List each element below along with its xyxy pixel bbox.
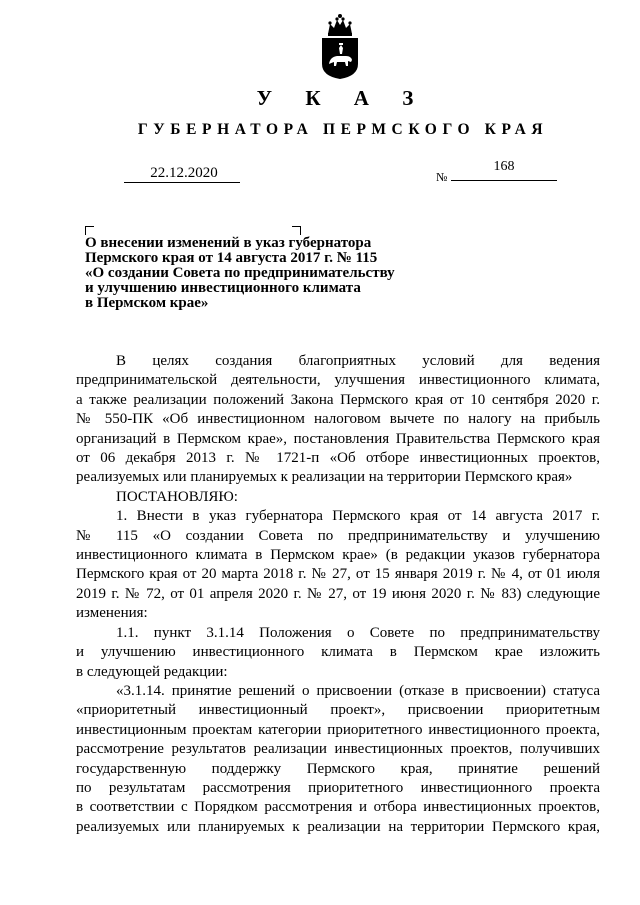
text-line: Пермского края от 20 марта 2018 г. № 27, от 15 января 2019 г. № 4, от 01 июля bbox=[76, 566, 600, 583]
item-1-paragraph bbox=[76, 507, 600, 623]
subject-line: Пермского края от 14 августа 2017 г. № 115 bbox=[85, 250, 378, 266]
text-line: рассмотрение результатов реализации инвестиционных проектов, получивших bbox=[76, 741, 600, 758]
preamble-paragraph bbox=[76, 352, 600, 488]
text-line: в соответствии с Порядком рассмотрения и отбора инвестиционных проектов, bbox=[76, 799, 600, 816]
text-line: от 06 декабря 2013 г. № 1721-п «Об отборе инвестиционных проектов, bbox=[76, 450, 600, 467]
text-line: «3.1.14. принятие решений о присвоении (отказе в присвоении) статуса bbox=[116, 682, 600, 699]
document-body bbox=[76, 352, 600, 837]
text-line: организаций в Пермском крае», постановления Правительства Пермского края bbox=[76, 430, 600, 447]
subject-line: «О создании Совета по предпринимательству bbox=[85, 265, 395, 281]
text-line: 1. Внести в указ губернатора Пермского края от 14 августа 2017 г. bbox=[116, 508, 600, 525]
subject-line: О внесении изменений в указ губернатора bbox=[85, 235, 372, 251]
document-number: 168 bbox=[451, 158, 557, 181]
document-date: 22.12.2020 bbox=[124, 164, 240, 183]
document-issuer: ГУБЕРНАТОРА ПЕРМСКОГО КРАЯ bbox=[137, 121, 549, 138]
text-line: и улучшению инвестиционного климата в Пермском крае изложить bbox=[76, 644, 600, 661]
document-title: У К А З bbox=[256, 86, 428, 110]
text-line: реализуемых или планируемых к реализации на территории Пермского края, bbox=[76, 818, 600, 835]
text-line: предпринимательской деятельности, улучшения инвестиционного климата, bbox=[76, 372, 600, 389]
text-line: инвестиционным проектам категории приоритетного инвестиционного проекта, bbox=[76, 721, 600, 738]
subject-bracket-right bbox=[292, 226, 301, 235]
text-line: изменения: bbox=[76, 605, 148, 622]
text-line: реализуемых или планируемых к реализации на территории Пермского края» bbox=[76, 469, 573, 486]
coat-of-arms-emblem bbox=[318, 12, 362, 80]
number-label: № bbox=[436, 170, 448, 184]
document-subject bbox=[85, 236, 415, 311]
subject-line: в Пермском крае» bbox=[85, 295, 209, 311]
text-line: «приоритетный инвестиционный проект», присвоении приоритетным bbox=[76, 702, 600, 719]
subject-bracket-left bbox=[85, 226, 94, 235]
text-line: государственную поддержку Пермского края, принятие решений bbox=[76, 760, 600, 777]
item-1-1-paragraph bbox=[76, 624, 600, 682]
text-line: в следующей редакции: bbox=[76, 663, 228, 680]
text-line: по результатам рассмотрения приоритетного инвестиционного проекта bbox=[76, 779, 600, 796]
subject-line: и улучшению инвестиционного климата bbox=[85, 280, 361, 296]
text-line: 2019 г. № 72, от 01 апреля 2020 г. № 27, от 19 июня 2020 г. № 83) следующие bbox=[76, 585, 600, 602]
text-line: 1.1. пункт 3.1.14 Положения о Совете по предпринимательству bbox=[116, 624, 600, 641]
quoted-paragraph bbox=[76, 682, 600, 837]
text-line: инвестиционного климата в Пермском крае» (в редакции указов губернатора bbox=[76, 547, 600, 564]
text-line: а также реализации положений Закона Пермского края от 10 сентября 2020 г. bbox=[76, 391, 600, 408]
text-line: В целях создания благоприятных условий для ведения bbox=[116, 353, 600, 369]
decree-word: ПОСТАНОВЛЯЮ: bbox=[116, 488, 238, 505]
text-line: № 115 «О создании Совета по предпринимательству и улучшению bbox=[76, 527, 600, 544]
text-line: № 550-ПК «Об инвестиционном налоговом вычете по налогу на прибыль bbox=[76, 411, 600, 428]
